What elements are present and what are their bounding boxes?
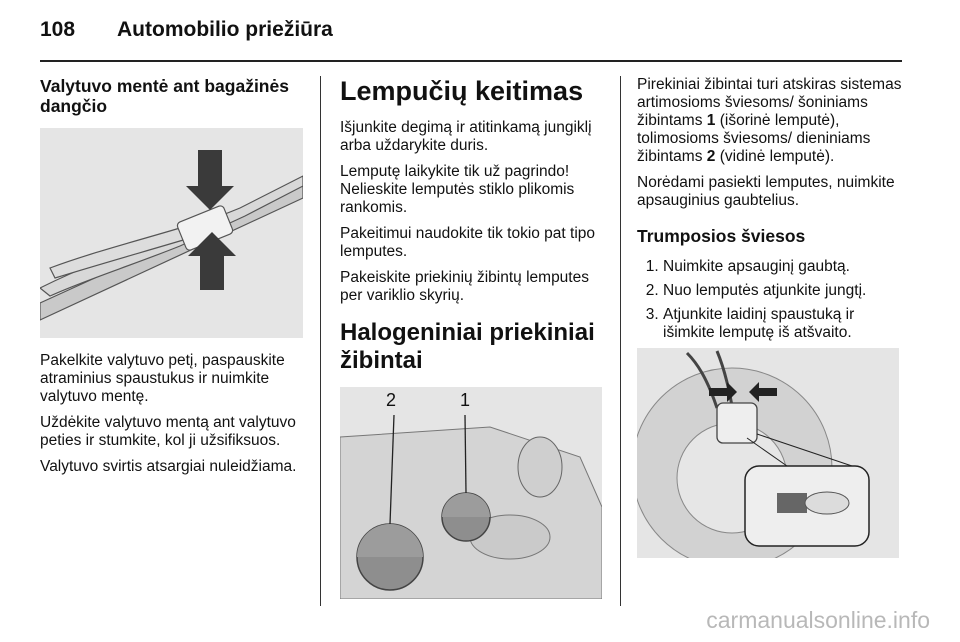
paragraph: Pakelkite valytuvo petį, paspauskite atraminius spaustukus ir nuimkite valytuvo mentę. bbox=[40, 352, 285, 405]
headlight-illustration bbox=[340, 387, 602, 599]
wiper-blade-illustration bbox=[40, 128, 303, 338]
section-title-halogen: Halogeniniai priekiniai žibintai bbox=[340, 319, 595, 374]
paragraph: Uždėkite valytuvo mentą ant valytuvo peties ir stumkite, kol ji užsifiksuos. bbox=[40, 414, 296, 449]
intro-text: Pirekiniai žibintai turi atskiras sistemas artimosioms šviesoms/ šoniniams žibintams bbox=[637, 76, 902, 129]
column-divider bbox=[620, 76, 621, 606]
intro-text: (vidinė lemputė). bbox=[719, 148, 835, 165]
paragraph: Valytuvo svirtis atsargiai nuleidžiama. bbox=[40, 458, 297, 475]
headlight-figure bbox=[340, 387, 602, 599]
paragraph: Norėdami pasiekti lemputes, nuimkite apsauginius gaubtelius. bbox=[637, 174, 895, 209]
list-item: 1. Nuimkite apsauginį gaubtą. bbox=[663, 258, 903, 276]
header-rule bbox=[40, 60, 902, 62]
section-heading-low-beam: Trumposios šviesos bbox=[637, 226, 806, 246]
paragraph: Lemputę laikykite tik už pagrindo! Nelieskite lemputės stiklo plikomis rankomis. bbox=[340, 163, 575, 216]
watermark: carmanualsonline.info bbox=[706, 607, 930, 633]
list-item: 2. Nuo lemputės atjunkite jungtį. bbox=[663, 282, 903, 300]
figure-callout-1: 1 bbox=[460, 390, 471, 410]
page-number: 108 bbox=[40, 18, 76, 41]
list-item: 3. Atjunkite laidinį spaustuką ir išimkite lemputę iš atšvaito. bbox=[663, 306, 903, 342]
paragraph: Pakeitimui naudokite tik tokio pat tipo lemputes. bbox=[340, 225, 596, 260]
column-divider bbox=[320, 76, 321, 606]
column-headlights bbox=[637, 76, 903, 558]
bulb-figure bbox=[637, 348, 899, 558]
paragraph: Pakeiskite priekinių žibintų lemputes per variklio skyrių. bbox=[340, 269, 589, 304]
column-wiper bbox=[40, 76, 306, 484]
intro-paragraph bbox=[637, 76, 903, 166]
section-heading-wiper: Valytuvo mentė ant bagažinės dangčio bbox=[40, 76, 289, 116]
intro-text: (išorinė lemputė), tolimosioms šviesoms/ dieniniams žibintams bbox=[637, 112, 871, 165]
section-title-bulbs: Lempučių keitimas bbox=[340, 76, 584, 106]
callout-ref-1: 1 bbox=[706, 112, 716, 129]
callout-ref-2: 2 bbox=[706, 148, 716, 165]
bulb-removal-illustration bbox=[637, 348, 899, 558]
figure-callout-2: 2 bbox=[386, 390, 397, 410]
page-title: Automobilio priežiūra bbox=[117, 18, 333, 41]
paragraph: Išjunkite degimą ir atitinkamą jungiklį arba uždarykite duris. bbox=[340, 119, 592, 154]
column-bulb-replacement bbox=[340, 76, 606, 599]
wiper-figure bbox=[40, 128, 303, 338]
step-list bbox=[637, 258, 903, 342]
